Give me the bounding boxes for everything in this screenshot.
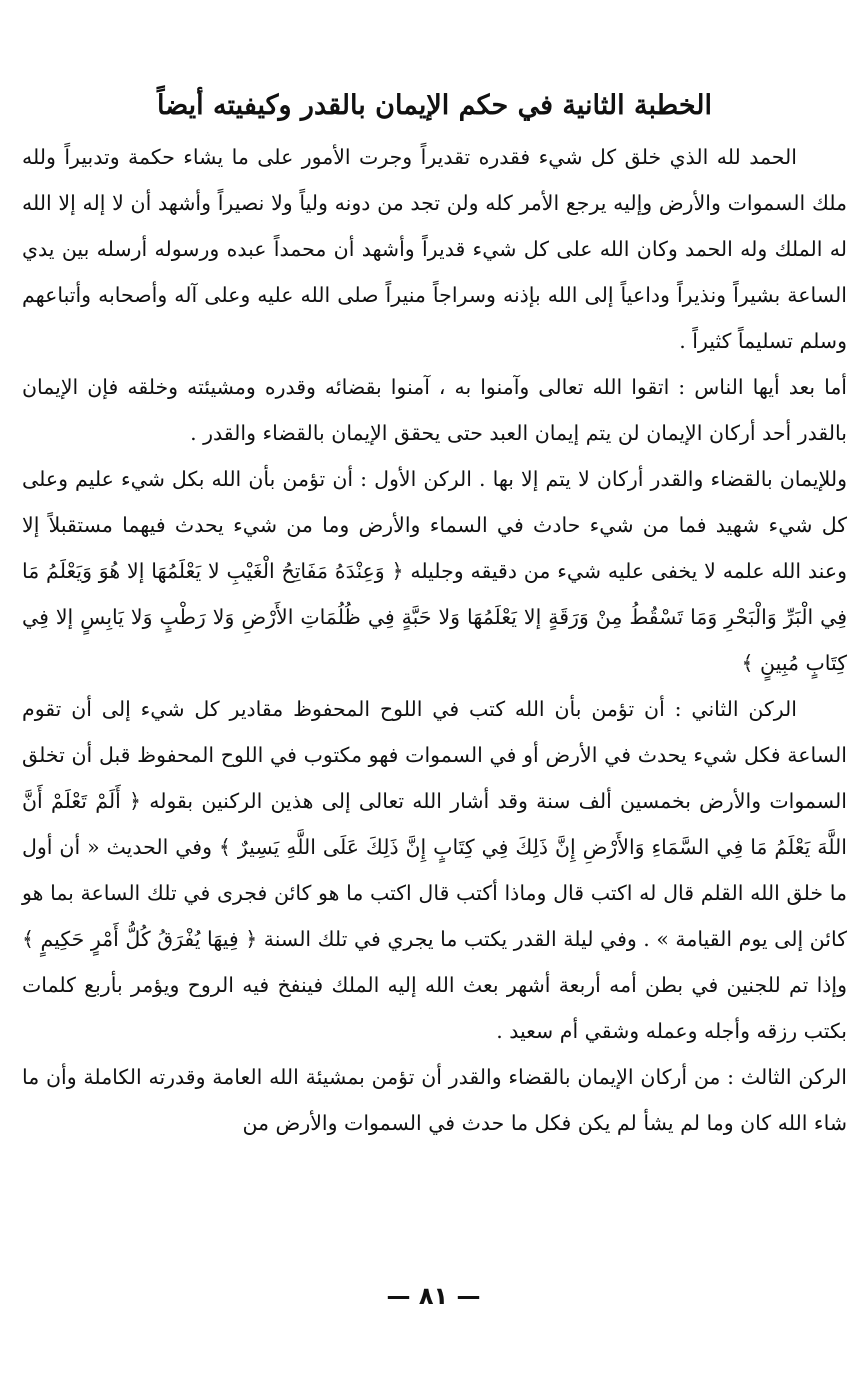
paragraph-first-pillar: وللإيمان بالقضاء والقدر أركان لا يتم إلا بها . الركن الأول : أن تؤمن بأن الله بكل شيء عليم وعلى كل شيء شهيد فما من شيء حادث في السماء والأرض وما من شيء يحدث فيهما مستقبلاً إلا وعند الله علمه لا يخفى عليه شيء من دقيقه وجليله ﴿ وَعِنْدَهُ مَفَاتِحُ الْغَيْبِ لا يَعْلَمُهَا إلا هُوَ وَيَعْلَمُ مَا فِي الْبَرِّ وَالْبَحْرِ وَمَا تَسْقُطُ مِنْ وَرَقَةٍ إلا يَعْلَمُهَا وَلا حَبَّةٍ فِي ظُلُمَاتِ الأَرْضِ وَلا رَطْبٍ وَلا يَابِسٍ إلا فِي كِتَابٍ مُبِينٍ ﴾ — [22, 467, 847, 675]
paragraph-exhortation: أما بعد أيها الناس : اتقوا الله تعالى وآمنوا به ، آمنوا بقضائه وقدره ومشيئته وخلقه فإن الإيمان بالقدر أحد أركان الإيمان لن يتم إيمان العبد حتى يحقق الإيمان بالقضاء والقدر . — [22, 375, 847, 445]
body-text — [22, 134, 847, 1146]
paragraph-third-pillar: الركن الثالث : من أركان الإيمان بالقضاء والقدر أن تؤمن بمشيئة الله العامة وقدرته الكاملة وأن ما شاء الله كان وما لم يشأ لم يكن فكل ما حدث في السموات والأرض من — [22, 1065, 847, 1135]
paragraph-second-pillar: الركن الثاني : أن تؤمن بأن الله كتب في اللوح المحفوظ مقادير كل شيء إلى أن تقوم الساعة فكل شيء يحدث في الأرض أو في السموات فهو مكتوب في اللوح المحفوظ قبل أن تخلق السموات والأرض بخمسين ألف سنة وقد أشار الله تعالى إلى هذين الركنين بقوله ﴿ أَلَمْ تَعْلَمْ أَنَّ اللَّهَ يَعْلَمُ مَا فِي السَّمَاءِ وَالأَرْضِ إِنَّ ذَلِكَ فِي كِتَابٍ إِنَّ ذَلِكَ عَلَى اللَّهِ يَسِيرٌ ﴾ وفي الحديث « أن أول ما خلق الله القلم قال له اكتب قال وماذا أكتب قال اكتب ما هو كائن فجرى في تلك الساعة بما هو كائن إلى يوم القيامة » . وفي ليلة القدر يكتب ما يجري في تلك السنة ﴿ فِيهَا يُفْرَقُ كُلُّ أَمْرٍ حَكِيمٍ ﴾ وإذا تم للجنين في بطن أمه أربعة أشهر بعث الله إليه الملك فينفخ فيه الروح ويؤمر بأربع كلمات بكتب رزقه وأجله وعمله وشقي أم سعيد . — [22, 697, 847, 1043]
page-title: الخطبة الثانية في حكم الإيمان بالقدر وكيفيته أيضاً — [157, 90, 712, 121]
paragraph-opening: الحمد لله الذي خلق كل شيء فقدره تقديراً وجرت الأمور على ما يشاء حكمة وتدبيراً ولله ملك السموات والأرض وإليه يرجع الأمر كله ولن تجد من دونه ولياً ولا نصيراً وأشهد أن لا إله إلا الله له الملك وله الحمد وكان الله على كل شيء قديراً وأشهد أن محمداً عبده ورسوله أرسله بين يدي الساعة بشيراً ونذيراً وداعياً إلى الله بإذنه وسراجاً منيراً صلى الله عليه وعلى آله وأصحابه وأتباعهم وسلم تسليماً كثيراً . — [22, 145, 847, 353]
page-number: — ٨١ — — [386, 1282, 481, 1310]
